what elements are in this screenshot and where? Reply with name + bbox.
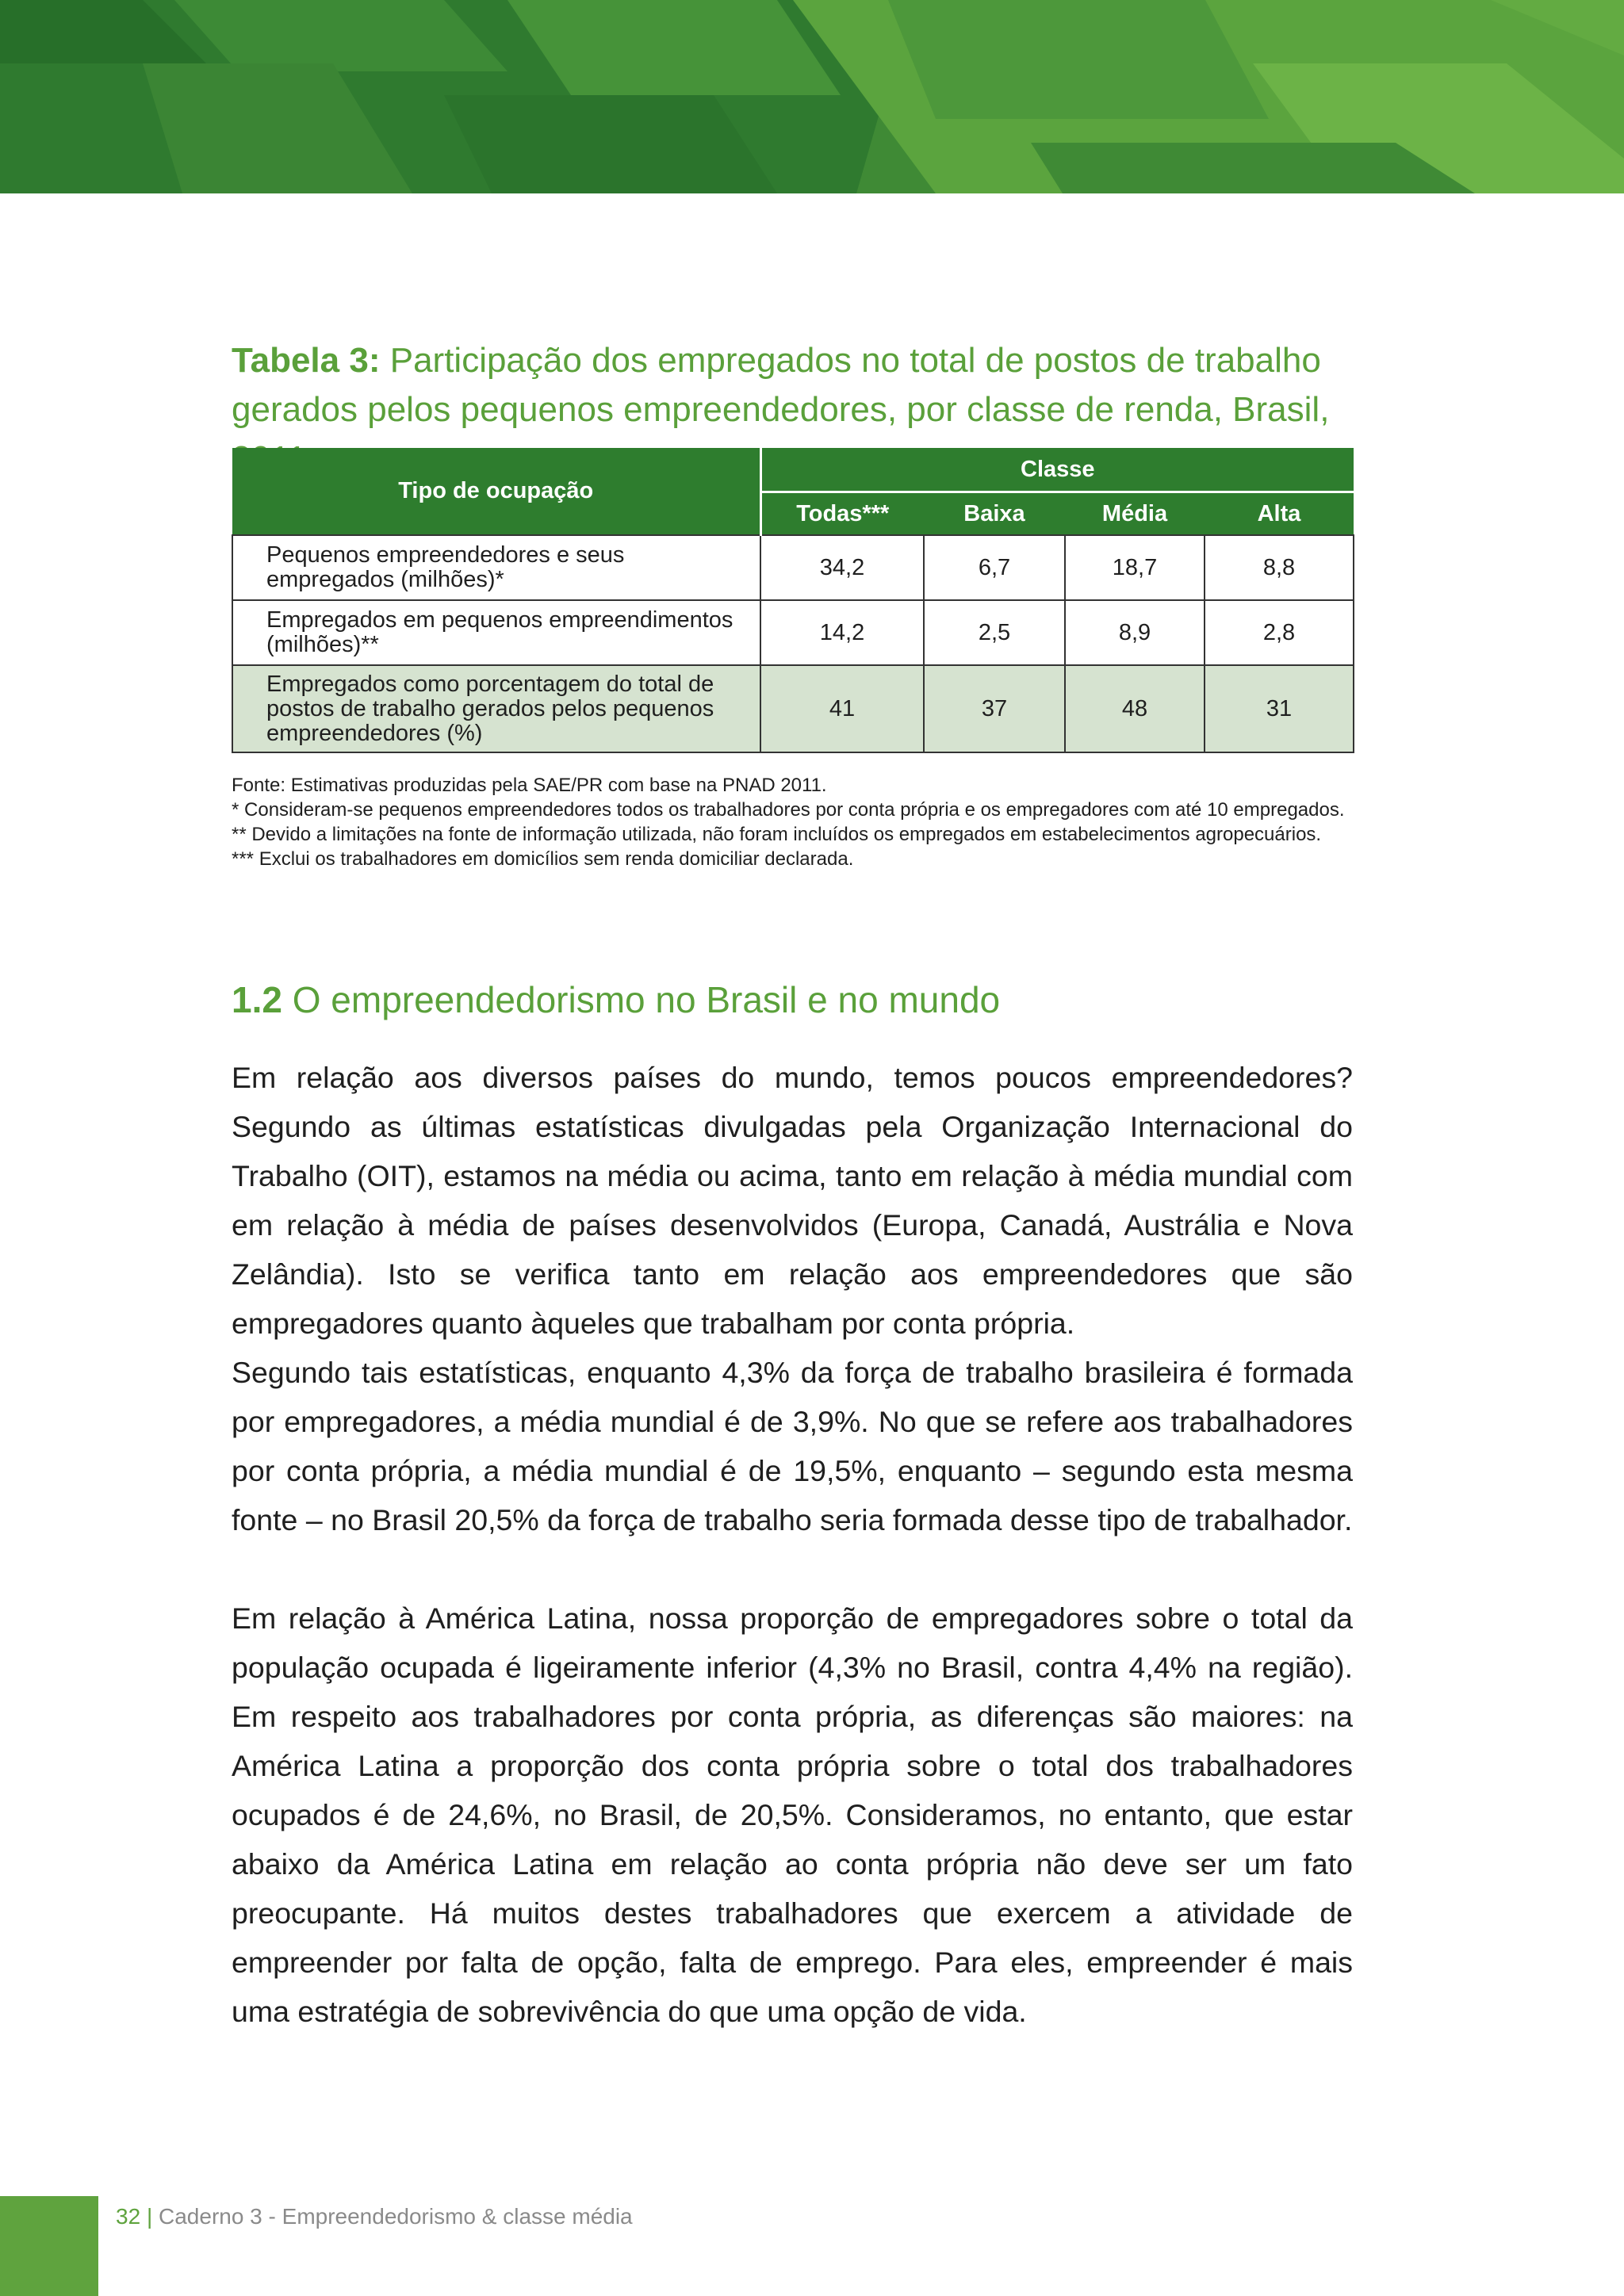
table-caption-label: Tabela 3:: [232, 341, 381, 380]
column-header-media: Média: [1065, 492, 1205, 536]
header-banner-graphic: [0, 0, 1624, 193]
footnote: * Consideram-se pequenos empreendedores todos os trabalhadores por conta própria e os empregadores com até 10 empregados.: [232, 799, 1345, 821]
cell-value: 14,2: [760, 600, 924, 665]
footer-title: Caderno 3 - Empreendedorismo & classe média: [159, 2204, 633, 2229]
income-class-table: [232, 448, 1354, 753]
header-banner: [0, 0, 1624, 193]
page-footer: [116, 2204, 633, 2229]
column-header-alta: Alta: [1205, 492, 1354, 536]
page-number: 32: [116, 2204, 141, 2229]
row-label: Empregados em pequenos empreendimentos (milhões)**: [232, 600, 760, 665]
table-row: [232, 535, 1354, 600]
footnote: *** Exclui os trabalhadores em domicílios sem renda domiciliar declarada.: [232, 848, 854, 870]
table-row: [232, 600, 1354, 665]
table-caption-text: Participação dos empregados no total de postos de trabalho gerados pelos pequenos empreendedores, por classe de renda, Brasil,: [232, 341, 1330, 429]
cell-value: 37: [924, 665, 1065, 752]
footer-separator: |: [146, 2204, 153, 2229]
column-header-baixa: Baixa: [924, 492, 1065, 536]
column-header-classe: Classe: [760, 448, 1354, 492]
footer-accent-block: [0, 2196, 98, 2296]
cell-value: 18,7: [1065, 535, 1205, 600]
column-header-todas: Todas***: [760, 492, 924, 536]
footnote: ** Devido a limitações na fonte de informação utilizada, não foram incluídos os empregados em estabelecimentos agropecuários.: [232, 824, 1322, 845]
cell-value: 41: [760, 665, 924, 752]
cell-value: 31: [1205, 665, 1354, 752]
body-paragraph: Em relação aos diversos países do mundo, temos poucos empreendedores? Segundo as últimas estatísticas divulgadas pela Organização Internacional do Trabalho (OIT), estamos na média ou acima, tanto em relação à média mundial com em relação à média de países desenvolvidos (Europa, Canadá, Austrália e Nova Zelândia). Isto se verifica tanto em relação aos empreendedores que são empregadores quanto àqueles que trabalham por conta própria.: [232, 1061, 1353, 1340]
section-title-text: O empreendedorismo no Brasil e no mundo: [292, 979, 1001, 1020]
row-label: Empregados como porcentagem do total de postos de trabalho gerados pelos pequenos empreendedores (%): [232, 665, 760, 752]
cell-value: 48: [1065, 665, 1205, 752]
cell-value: 8,8: [1205, 535, 1354, 600]
cell-value: 34,2: [760, 535, 924, 600]
cell-value: 8,9: [1065, 600, 1205, 665]
cell-value: 2,8: [1205, 600, 1354, 665]
table-notes: [232, 773, 1381, 871]
table-row-highlighted: [232, 665, 1354, 752]
row-label: Pequenos empreendedores e seus empregados (milhões)*: [232, 535, 760, 600]
cell-value: 2,5: [924, 600, 1065, 665]
body-paragraph: Em relação à América Latina, nossa proporção de empregadores sobre o total da população ocupada é ligeiramente inferior (4,3% no Brasil, contra 4,4% na região). Em respeito aos trabalhadores por conta própria, as diferenças são maiores: na América Latina a proporção dos conta própria sobre o total dos trabalhadores ocupados é de 24,6%, no Brasil, de 20,5%. Consideramos, no entanto, que estar abaixo da América Latina em relação ao conta própria não deve ser um fato preocupante. Há muitos destes trabalhadores que exercem a atividade de empreender por falta de opção, falta de emprego. Para eles, empreender é mais uma estratégia de sobrevivência do que uma opção de vida.: [232, 1601, 1353, 2028]
body-paragraph: Segundo tais estatísticas, enquanto 4,3% da força de trabalho brasileira é formada por empregadores, a média mundial é de 3,9%. No que se refere aos trabalhadores por conta própria, a média mundial é de 19,5%, enquanto – segundo esta mesma fonte – no Brasil 20,5% da força de trabalho seria formada desse tipo de trabalhador.: [232, 1356, 1353, 1536]
cell-value: 6,7: [924, 535, 1065, 600]
column-header-tipo: Tipo de ocupação: [232, 448, 760, 535]
section-heading: [232, 978, 1000, 1021]
note-source: Fonte: Estimativas produzidas pela SAE/PR com base na PNAD 2011.: [232, 775, 827, 796]
section-number: 1.2: [232, 979, 282, 1020]
